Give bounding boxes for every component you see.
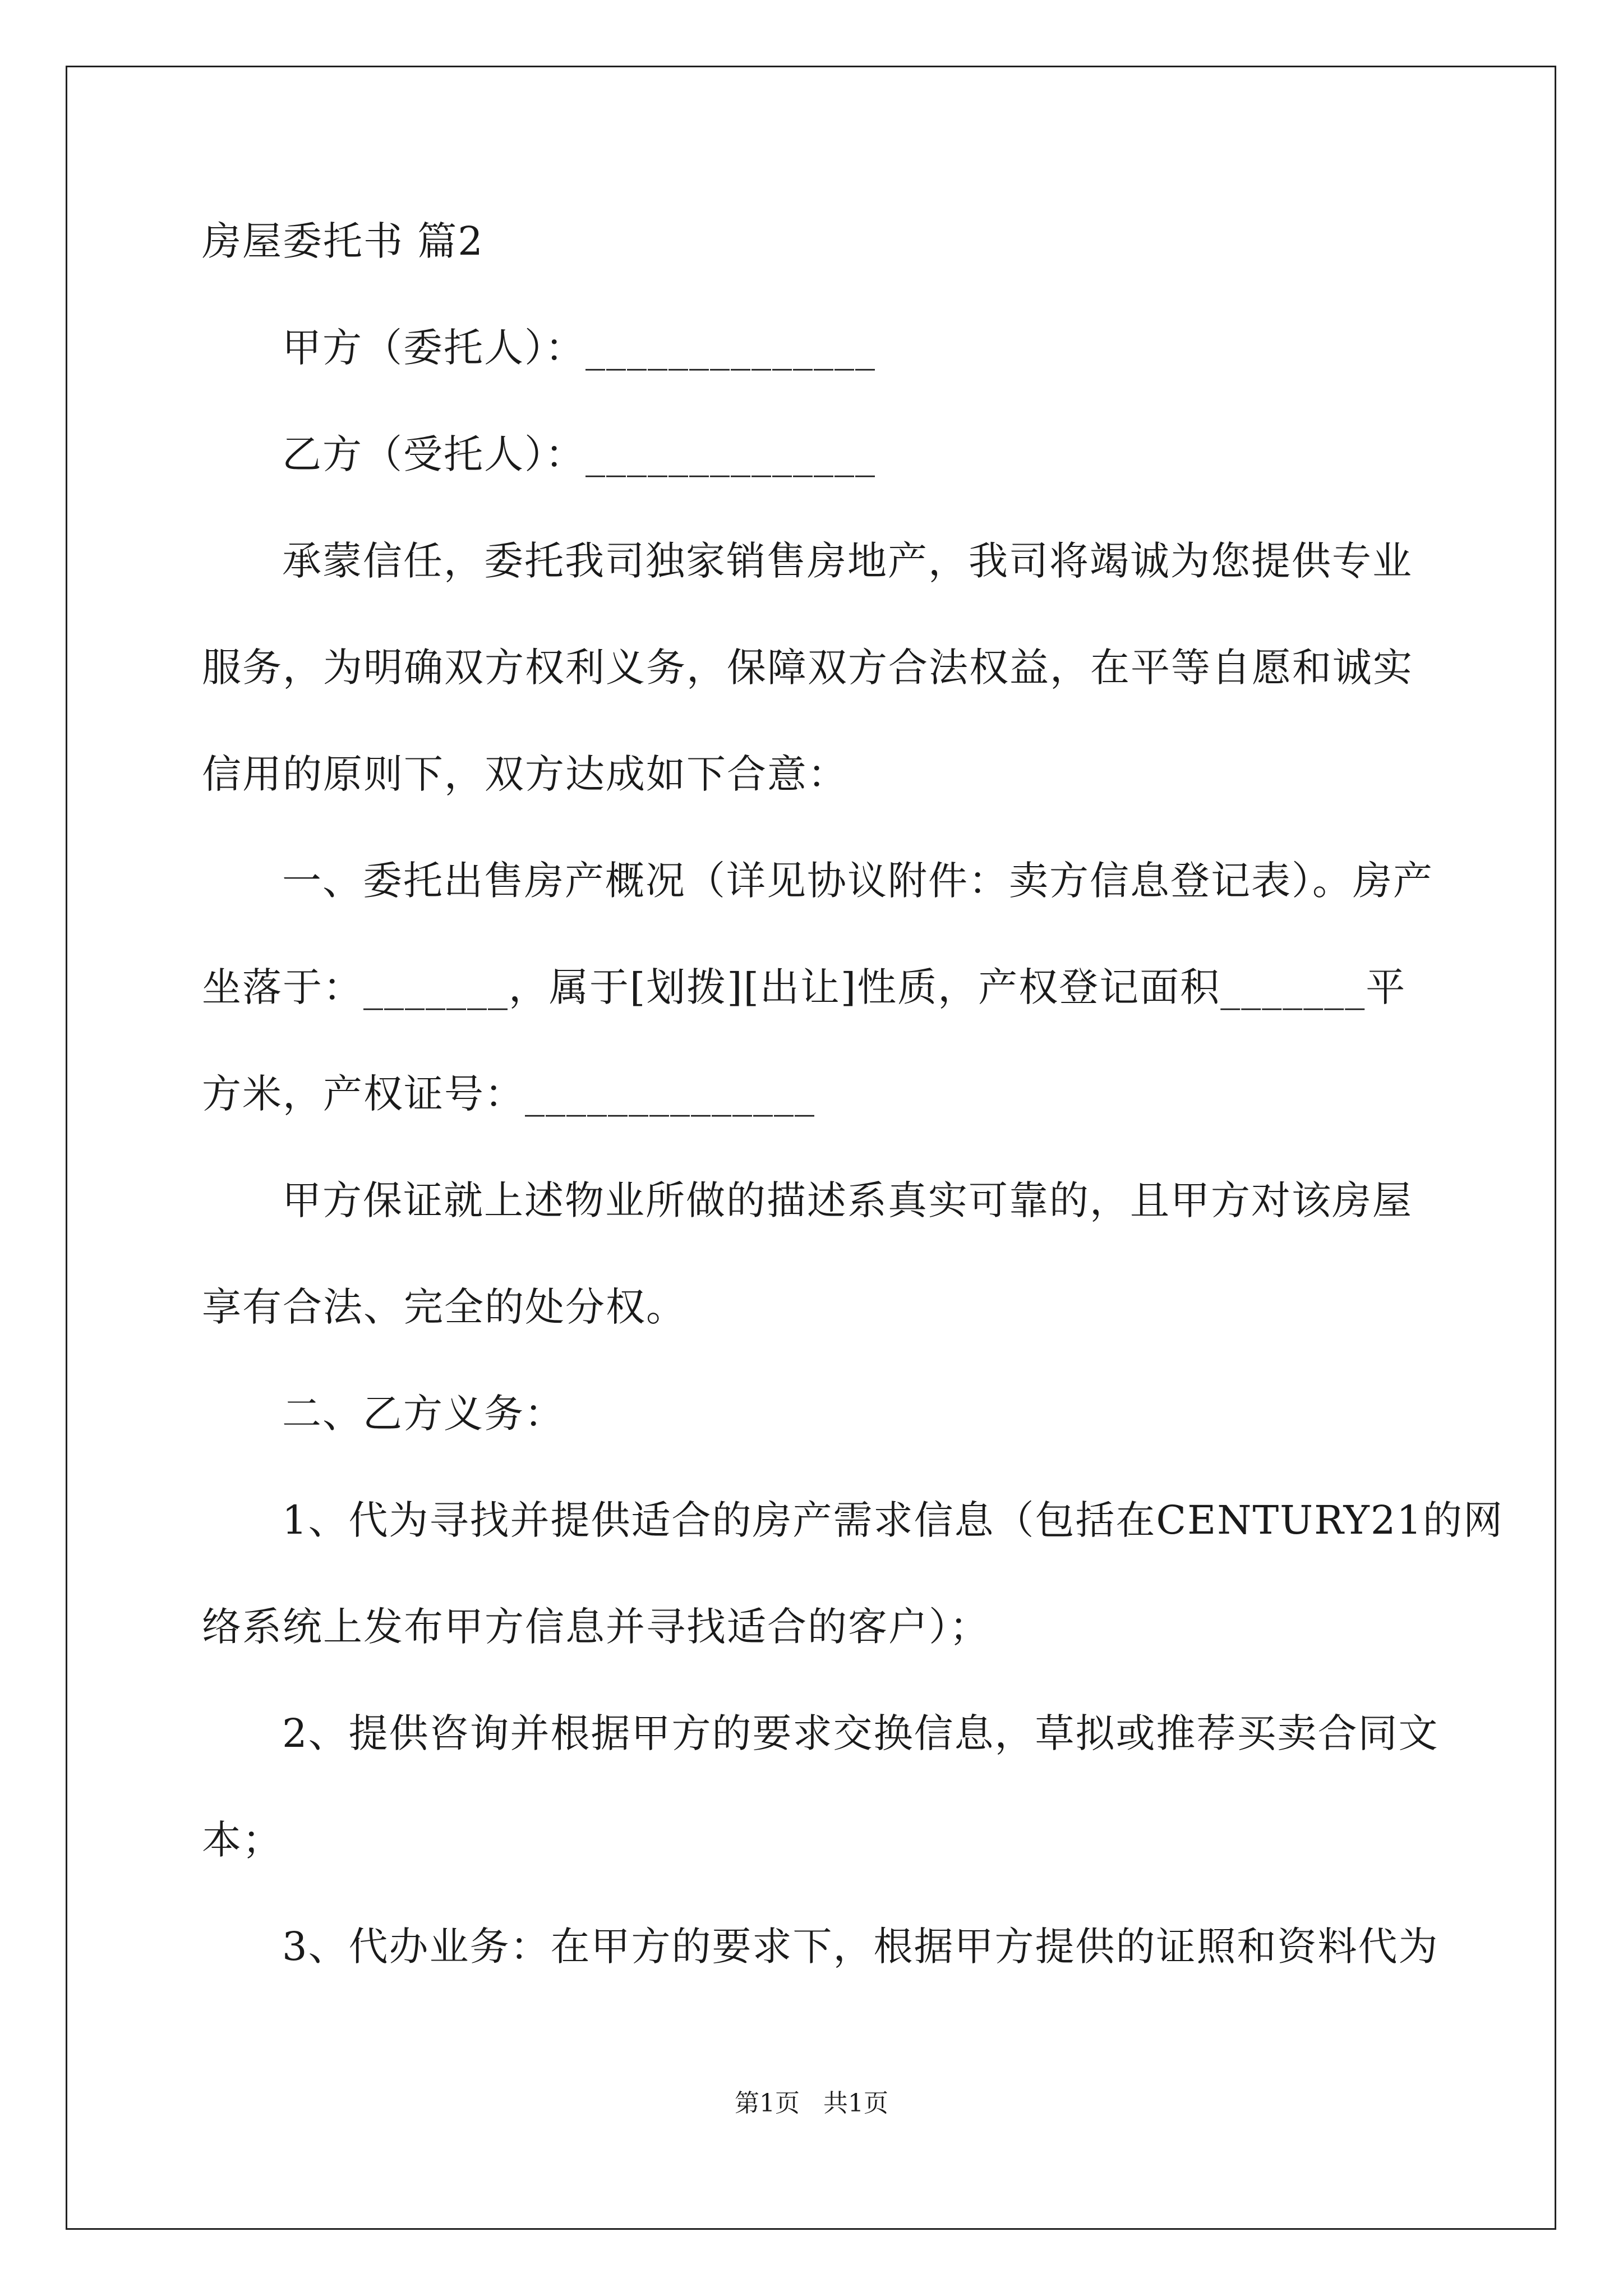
paragraph-line: 享有合法、完全的处分权。 [202,1284,686,1330]
list-item-continuation: 络系统上发布甲方信息并寻找适合的客户）； [202,1604,990,1650]
paragraph-line: 方米，产权证号：______________ [202,1071,815,1117]
paragraph-line: 承蒙信任，委托我司独家销售房地产，我司将竭诚为您提供专业 [282,538,1413,584]
party-b-line: 乙方（受托人）：______________ [282,431,876,477]
paragraph-line: 坐落于：_______，属于[划拨][出让]性质，产权登记面积_______平 [202,964,1407,1010]
section-one-line: 一、委托出售房产概况（详见协议附件：卖方信息登记表）。房产 [282,858,1433,904]
list-item: 3、代办业务：在甲方的要求下，根据甲方提供的证照和资料代为 [282,1924,1439,1970]
party-a-line: 甲方（委托人）：______________ [282,325,876,371]
list-item: 2、提供咨询并根据甲方的要求交换信息，草拟或推荐买卖合同文 [282,1710,1439,1756]
paragraph-line: 甲方保证就上述物业所做的描述系真实可靠的，且甲方对该房屋 [282,1177,1413,1223]
paragraph-line: 信用的原则下，双方达成如下合意： [202,751,848,797]
document-title: 房屋委托书 篇2 [202,218,484,264]
list-item-continuation: 本； [202,1817,283,1863]
section-two-heading: 二、乙方义务： [282,1391,565,1437]
paragraph-line: 服务，为明确双方权利义务，保障双方合法权益，在平等自愿和诚实 [202,645,1413,691]
page-number-current: 第1页 [735,2089,800,2118]
page-number-total: 共1页 [823,2089,888,2118]
page-frame [66,66,1556,2230]
list-item: 1、代为寻找并提供适合的房产需求信息（包括在CENTURY21的网 [282,1497,1504,1543]
page-footer [0,2087,1623,2120]
